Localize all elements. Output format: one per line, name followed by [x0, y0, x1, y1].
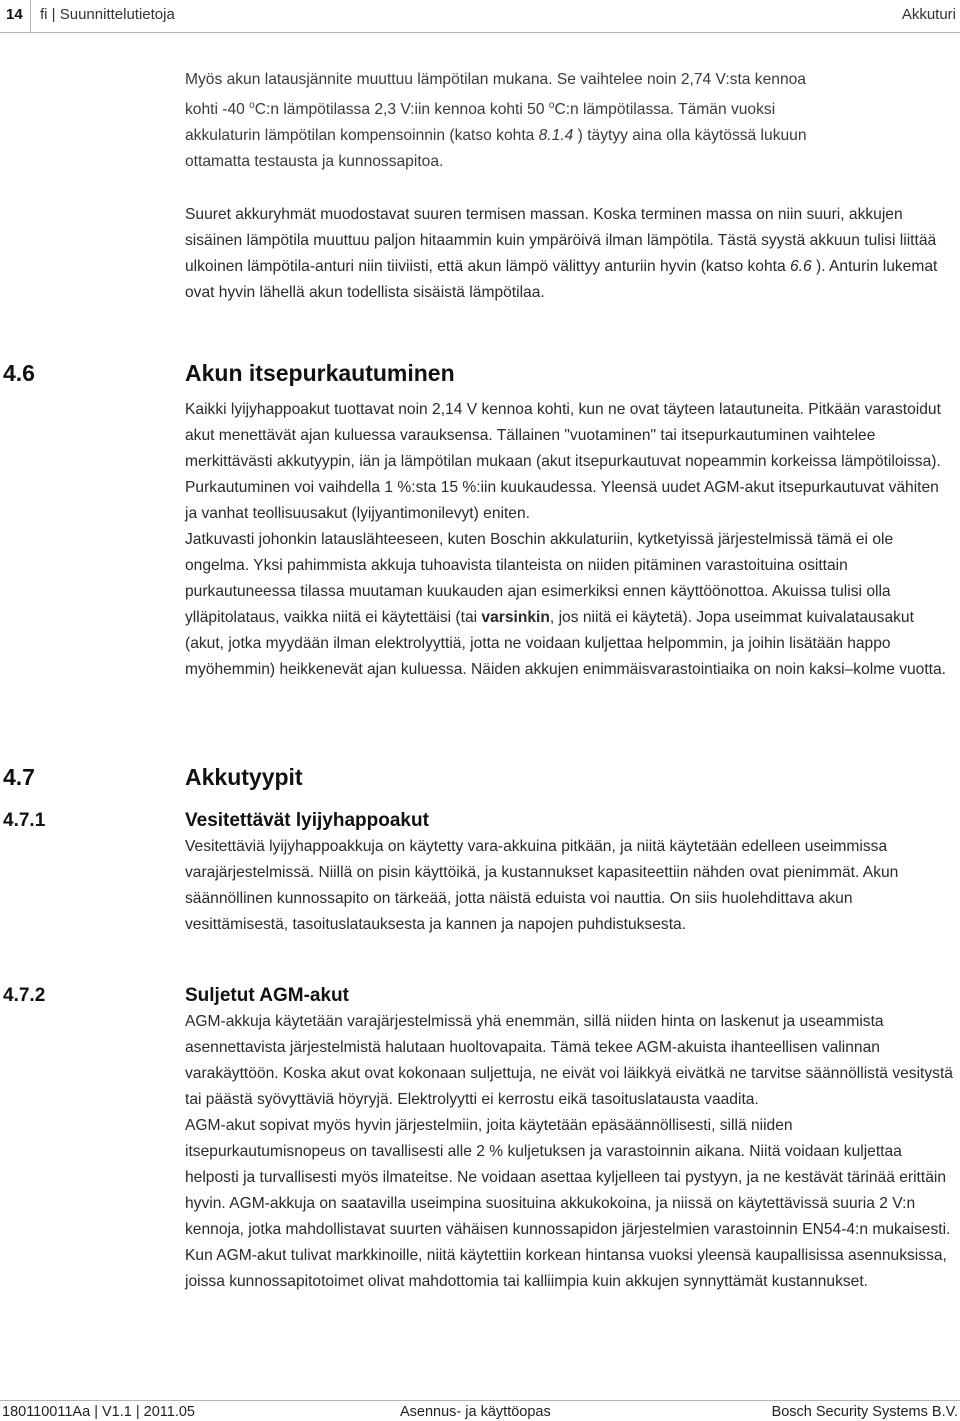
header-section: fi | Suunnittelutietoja — [40, 6, 175, 23]
section-4-7-2-paragraph-1: AGM-akkuja käytetään varajärjestelmissä yhä enemmän, sillä niiden hinta on laskenut ja useammista asennettavista järjestelmistä halutaan huoltovapaita. Tämä tekee AGM-akuista ihanteellisen valinnan varakäyttöön. Koska akut ovat kokonaan suljettuja, ne eivät voi läikkyä eivätkä ne tarvitse säännöllistä vesitystä tai päästä syövyttäviä höyryjä. Elektrolyytti ei kerrostu eikä tasoituslatausta vaadita. — [185, 1013, 953, 1108]
degree-mark: o — [249, 100, 255, 111]
section-4-7-2-body — [185, 1009, 955, 1295]
section-title-4-7-1: Vesitettävät lyijyhappoakut — [185, 810, 429, 831]
section-4-6-paragraph-1: Kaikki lyijyhappoakut tuottavat noin 2,14 V kennoa kohti, kun ne ovat täyteen latautuneita. Pitkään varastoidut akut menettävät ajan kuluessa varauksensa. Tällainen "vuotaminen" tai itsepurkautuminen vaihtelee merkittävästi akkutyypin, iän ja lämpötilan mukaan (akut itsepurkautuvat nopeammin korkeissa lämpötiloissa). Purkautuminen voi vaihdella 1 %:sta 15 %:iin kuukaudessa. Yleensä uudet AGM-akut itsepurkautuvat vähiten ja vanhat teollisuusakut (lyijyantimonilevyt) eniten. — [185, 401, 941, 522]
intro-text: ) täytyy aina olla käytössä lukuun — [573, 127, 807, 145]
footer-document-id: 180110011Aa | V1.1 | 2011.05 — [2, 1404, 195, 1420]
intro-text: kohti -40 — [185, 101, 250, 119]
section-4-7-1-paragraph: Vesitettäviä lyijyhappoakkuja on käytetty vara-akkuina pitkään, ja niitä käytetään edelleen useimmissa varajärjestelmissä. Niillä on pisin käyttöikä, ja kustannukset kapasiteettiin nähden ovat pienimmät. Akun säännöllinen kunnossapito on tärkeää, jotta näistä eduista voi nauttia. On siis huolehdittava akun vesittämisestä, tasoituslatauksesta ja kannen ja napojen puhdistuksesta. — [185, 838, 899, 933]
intro-text: C:n lämpötilassa. Tämän vuoksi — [554, 101, 776, 119]
section-number-4-7-2: 4.7.2 — [3, 985, 46, 1006]
section-title-4-6: Akun itsepurkautuminen — [185, 360, 455, 386]
section-number-4-7: 4.7 — [3, 764, 35, 790]
section-title-4-7-2: Suljetut AGM-akut — [185, 985, 349, 1006]
intro-text: akkulaturin lämpötilan kompensoinnin (katso kohta — [185, 127, 539, 145]
section-number-4-7-1: 4.7.1 — [3, 810, 46, 831]
paragraph-text: , jos niitä ei käytetä). Jopa useimmat kuivalatausakut (akut, jotka myydään ilman elektrolyyttiä, jotta ne voidaan kuljettaa helpommin, ja joihin lisätään happo myöhemmin) heikkenevät ajan kuluessa. Näiden akkujen enimmäisvarastointiaika on noin kaksi–kolme vuotta. — [185, 609, 947, 678]
header-title: Akkuturi — [901, 6, 956, 23]
footer-document-type: Asennus- ja käyttöopas — [400, 1404, 551, 1420]
footer-company: Bosch Security Systems B.V. — [771, 1404, 958, 1420]
intro-line-4: ottamatta testausta ja kunnossapitoa. — [185, 153, 444, 171]
section-title-4-7: Akkutyypit — [185, 764, 303, 790]
intro-line-2 — [185, 93, 955, 123]
section-4-7-2-paragraph-2: AGM-akut sopivat myös hyvin järjestelmiin, joita käytetään epäsäännöllisesti, sillä niiden itsepurkautumisnopeus on tavallisesti alle 2 % kuljetuksen ja varastoinnin aikana. Niitä voidaan kuljettaa helposti ja turvallisesti myös ilmateitse. Ne voidaan asettaa kyljelleen tai pystyyn, ja ne kestävät tärinää erittäin hyvin. AGM-akkuja on saatavilla useimpina suosituina akkukokoina, ja niissä on käytettävissä suuria 2 V:n kennoja, jotka mahdollistavat suurten vähäisen kunnossapidon järjestelmien varastoinnin EN54-4:n mukaisesti. Kun AGM-akut tulivat markkinoille, niitä käytettiin korkean hintansa vuoksi yleensä kaupallisissa asennuksissa, joissa kunnossapitotoimet olivat mahdottomia tai kalliimpia kuin akkujen synnyttämät kustannukset. — [185, 1117, 951, 1290]
intro-line-1: Myös akun latausjännite muuttuu lämpötilan mukana. Se vaihtelee noin 2,74 V:sta kennoa — [185, 71, 806, 88]
section-4-7-1-body — [185, 834, 955, 938]
page-number: 14 — [6, 6, 23, 23]
cross-reference[interactable]: 8.1.4 — [538, 127, 574, 145]
section-number-4-6: 4.6 — [3, 360, 35, 386]
intro2-text: ). Anturin lukemat ovat hyvin lähellä akun todellista sisäistä lämpötilaa. — [185, 258, 938, 301]
cross-reference[interactable]: 6.6 — [789, 258, 812, 275]
header-divider — [30, 0, 31, 32]
emphasis-text: varsinkin — [481, 609, 550, 626]
paragraph-text: Jatkuvasti johonkin latauslähteeseen, kuten Boschin akkulaturiin, kytketyissä järjestelmissä tämä ei ole ongelma. Yksi pahimmista akkuja tuhoavista tilanteista on niiden pitäminen varastoituina osittain purkautuneessa tilassa muutaman kuukauden ajan esimerkiksi ennen käyttöönottoa. Akuissa tulisi olla ylläpitolataus, vaikka niitä ei käytettäisi (tai — [185, 531, 894, 626]
section-4-6-paragraph-2 — [185, 527, 955, 683]
intro-text: C:n lämpötilassa 2,3 V:iin kennoa kohti 50 — [254, 101, 549, 119]
degree-mark: o — [548, 100, 555, 111]
intro-line-3 — [185, 123, 955, 149]
intro-paragraph-1 — [185, 67, 955, 175]
section-4-6-body — [185, 397, 955, 683]
page-footer — [0, 1400, 960, 1421]
intro2-text: Suuret akkuryhmät muodostavat suuren termisen massan. Koska terminen massa on niin suuri, akkujen sisäinen lämpötila muuttuu paljon hitaammin kuin ympäröivä ilman lämpötila. Tästä syystä akkuun tulisi liittää ulkoinen lämpötila-anturi niin tiiviisti, että akun lämpö välittyy anturiin hyvin (katso kohta — [185, 206, 937, 275]
page-header — [0, 0, 960, 33]
intro-paragraph-2 — [185, 202, 955, 306]
